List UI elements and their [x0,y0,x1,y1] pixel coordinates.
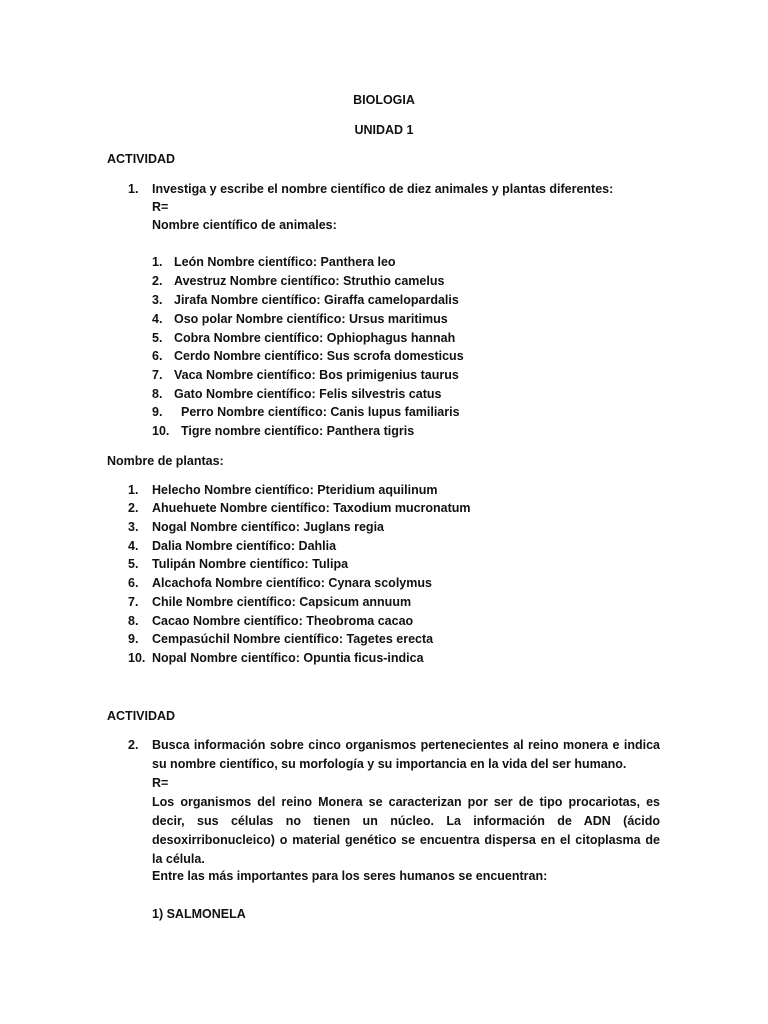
plant-list-item: Helecho Nombre científico: Pteridium aquilinum [152,483,438,497]
plant-list-item: Ahuehuete Nombre científico: Taxodium mucronatum [152,501,471,515]
list-item-number: 1. [128,483,139,497]
plant-list-item: Alcachofa Nombre científico: Cynara scolymus [152,576,432,590]
animal-list-item: Vaca Nombre científico: Bos primigenius taurus [174,368,459,382]
activity-heading: ACTIVIDAD [107,152,176,166]
answer-marker: R= [152,776,169,790]
list-item-number: 2. [152,274,163,288]
animal-list-item: Jirafa Nombre científico: Giraffa camelopardalis [174,293,459,307]
plant-list-item: Cacao Nombre científico: Theobroma cacao [152,614,414,628]
animal-list-item: Perro Nombre científico: Canis lupus familiaris [181,405,460,419]
list-item-number: 8. [128,614,139,628]
plant-list-item: Dalia Nombre científico: Dahlia [152,539,337,553]
animal-list-item: Gato Nombre científico: Felis silvestris catus [174,387,442,401]
list-item-number: 7. [128,595,139,609]
activity-heading: ACTIVIDAD [107,709,176,723]
list-item-number: 3. [128,520,139,534]
unit-title: UNIDAD 1 [354,123,414,137]
list-item-number: 4. [152,312,163,326]
plant-list-item: Nogal Nombre científico: Juglans regia [152,520,384,534]
list-item-number: 10. [128,651,146,665]
document-title: BIOLOGIA [353,93,415,107]
question-text: Investiga y escribe el nombre científico de diez animales y plantas diferentes: [152,182,614,196]
list-item-number: 9. [152,405,163,419]
list-item-number: 10. [152,424,170,438]
question-number: 2. [128,738,139,752]
list-item-number: 7. [152,368,163,382]
list-item-number: 6. [152,349,163,363]
list-item-number: 4. [128,539,139,553]
answer-marker: R= [152,200,169,214]
animal-list-item: Oso polar Nombre científico: Ursus maritimus [174,312,448,326]
monera-paragraph: Los organismos del reino Monera se caracterizan por ser de tipo procariotas, es decir, sus células no tienen un núcleo. La información de ADN (ácido desoxirribonucleico) o material genético se encuentra dispersa en el citoplasma de la célula. [152,795,660,866]
animal-list-item: Avestruz Nombre científico: Struthio camelus [174,274,445,288]
list-item-number: 1. [152,255,163,269]
list-item-number: 9. [128,632,139,646]
subheading: 1) SALMONELA [152,907,246,921]
list-item-number: 3. [152,293,163,307]
plants-heading: Nombre de plantas: [107,454,224,468]
animal-list-item: Cerdo Nombre científico: Sus scrofa domesticus [174,349,464,363]
animal-list-item: Tigre nombre científico: Panthera tigris [181,424,415,438]
list-item-number: 8. [152,387,163,401]
animal-list-item: León Nombre científico: Panthera leo [174,255,396,269]
animal-list-item: Cobra Nombre científico: Ophiophagus hannah [174,331,456,345]
plant-list-item: Nopal Nombre científico: Opuntia ficus-indica [152,651,424,665]
intro-text: Entre las más importantes para los seres humanos se encuentran: [152,869,548,883]
list-item-number: 5. [152,331,163,345]
list-item-number: 5. [128,557,139,571]
animals-heading: Nombre científico de animales: [152,218,337,232]
plant-list-item: Tulipán Nombre científico: Tulipa [152,557,349,571]
list-item-number: 2. [128,501,139,515]
question-number: 1. [128,182,139,196]
plant-list-item: Chile Nombre científico: Capsicum annuum [152,595,412,609]
plant-list-item: Cempasúchil Nombre científico: Tagetes erecta [152,632,434,646]
list-item-number: 6. [128,576,139,590]
question-text: Busca información sobre cinco organismos pertenecientes al reino monera e indica su nombre científico, su morfología y su importancia en la vida del ser humano. [152,738,660,771]
